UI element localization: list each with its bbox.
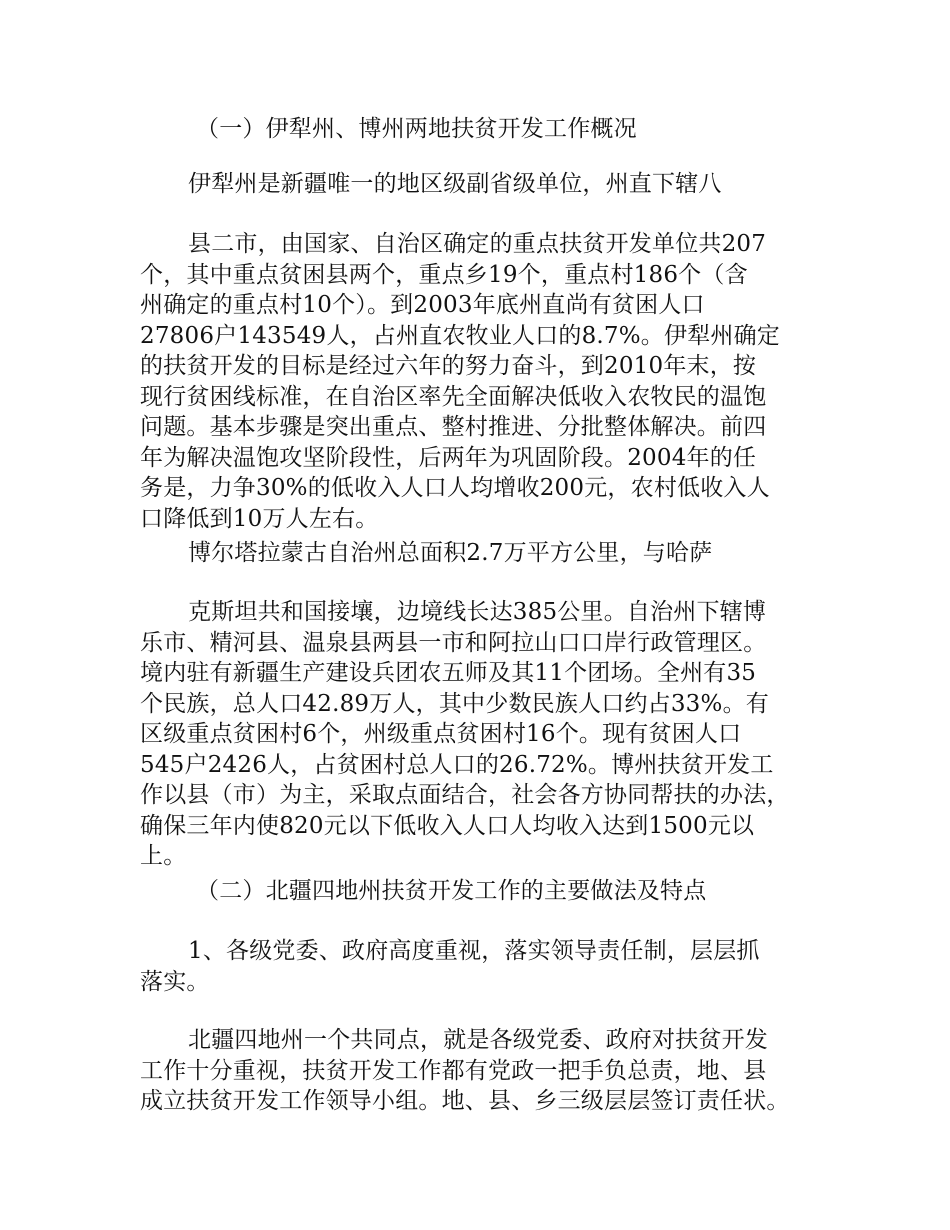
paragraph-line: 问题。基本步骤是突出重点、整村推进、分批整体解决。前四 — [140, 414, 767, 440]
paragraph-line: 27806户143549人，占州直农牧业人口的8.7%。伊犁州确定 — [140, 322, 780, 349]
paragraph-line: 北疆四地州一个共同点，就是各级党委、政府对扶贫开发 — [188, 1027, 768, 1053]
paragraph-bozhou-body — [140, 597, 840, 872]
paragraph-line: 县二市，由国家、自治区确定的重点扶贫开发单位共207 — [188, 231, 767, 257]
section-heading-2 — [140, 876, 840, 907]
section-heading-1 — [140, 114, 840, 145]
paragraph-line: 545户2426人，占贫困村总人口的26.72%。博州扶贫开发工 — [140, 751, 774, 778]
paragraph-line: 个，其中重点贫困县两个，重点乡19个，重点村186个（含 — [140, 261, 748, 288]
paragraph-line: 口降低到10万人左右。 — [140, 505, 379, 532]
paragraph-line: 境内驻有新疆生产建设兵团农五师及其11个团场。全州有35 — [140, 660, 757, 686]
paragraph-bozhou-intro — [140, 538, 840, 569]
paragraph-line: 务是，力争30%的低收入人口人均增收200元，农村低收入人 — [140, 475, 770, 501]
paragraph-north-xinjiang — [140, 1025, 840, 1117]
paragraph-line: 的扶贫开发的目标是经过六年的努力奋斗，到2010年末，按 — [140, 353, 757, 379]
paragraph-line: 现行贫困线标准，在自治区率先全面解决低收入农牧民的温饱 — [140, 383, 767, 410]
paragraph-yili-intro — [140, 169, 840, 200]
heading-text: （二）北疆四地州扶贫开发工作的主要做法及特点 — [196, 878, 707, 904]
paragraph-line: 1、各级党委、政府高度重视，落实领导责任制，层层抓 — [188, 938, 760, 964]
list-item-1 — [140, 936, 840, 997]
paragraph-line: 区级重点贫困村6个，州级重点贫困村16个。现有贫困人口 — [140, 721, 742, 747]
paragraph-line: 克斯坦共和国接壤，边境线长达385公里。自治州下辖博 — [188, 599, 767, 625]
paragraph-line: 伊犁州是新疆唯一的地区级副省级单位，州直下辖八 — [188, 171, 722, 197]
paragraph-line: 博尔塔拉蒙古自治州总面积2.7万平方公里，与哈萨 — [188, 540, 713, 566]
heading-text: （一）伊犁州、博州两地扶贫开发工作概况 — [196, 116, 637, 142]
paragraph-line: 个民族，总人口42.89万人，其中少数民族人口约占33%。有 — [140, 690, 769, 717]
paragraph-line: 落实。 — [140, 968, 210, 995]
paragraph-line: 工作十分重视，扶贫开发工作都有党政一把手负总责，地、县 — [140, 1057, 767, 1084]
paragraph-yili-body — [140, 229, 840, 534]
paragraph-line: 作以县（市）为主，采取点面结合，社会各方协同帮扶的办法， — [140, 782, 790, 808]
paragraph-line: 上。 — [140, 843, 187, 869]
paragraph-line: 乐市、精河县、温泉县两县一市和阿拉山口口岸行政管理区。 — [140, 629, 767, 656]
paragraph-line: 年为解决温饱攻坚阶段性，后两年为巩固阶段。2004年的任 — [140, 444, 757, 471]
paragraph-line: 成立扶贫开发工作领导小组。地、县、乡三级层层签订责任状。 — [140, 1088, 790, 1114]
paragraph-line: 确保三年内使820元以下低收入人口人均收入达到1500元以 — [140, 812, 755, 839]
paragraph-line: 州确定的重点村10个）。到2003年底州直尚有贫困人口 — [140, 292, 705, 318]
